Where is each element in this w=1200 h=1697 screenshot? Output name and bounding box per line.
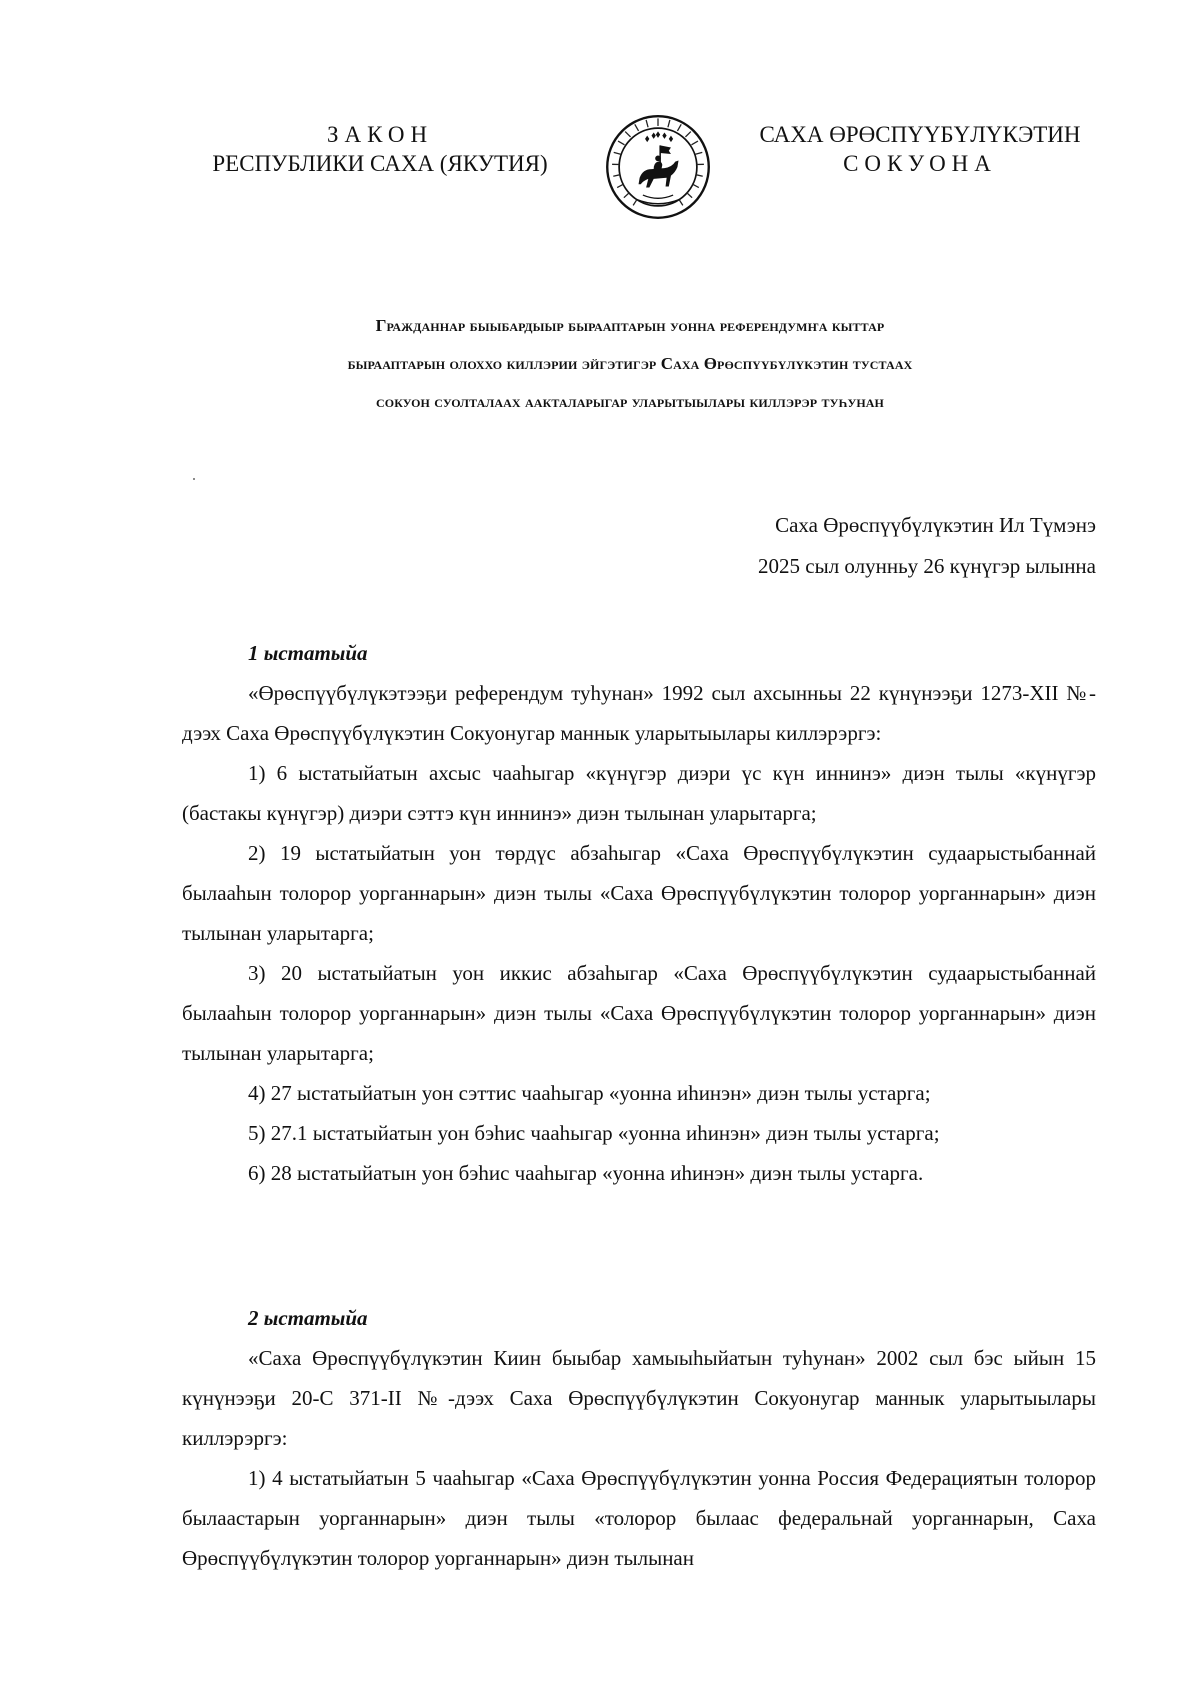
article-1-item-4: 4) 27 ыстатыйатын уон сэттис чааһыгар «уонна иһинэн» диэн тылы устарга;: [248, 1081, 931, 1105]
article-1: [182, 633, 1096, 1193]
adoption-body: Саха Өрөспүүбүлүкэтин Ил Түмэнэ: [775, 513, 1096, 537]
adoption-block: [758, 505, 1096, 587]
article-1-item-1: 1) 6 ыстатыйатын ахсыс чааһыгар «күнүгэр диэри үс күн иннинэ» диэн тылы «күнүгэр (бастакы күнүгэр) диэри сэттэ күн иннинэ» диэн тылынан уларытарга;: [182, 761, 1096, 825]
header-left-line2: РЕСПУБЛИКИ САХА (ЯКУТИЯ): [212, 151, 548, 176]
header-left-line1: ЗАКОН: [326, 122, 434, 147]
law-title-line3: сокуон суолталаах аакталарыгар уларытыылары киллэрэр туһунан: [376, 392, 884, 411]
header-right-line2: СОКУОНА: [843, 151, 997, 176]
article-2-intro: «Саха Өрөспүүбүлүкэтин Киин быыбар хамыыһыйатын туһунан» 2002 сыл бэс ыйын 15 күнүнээҕи 20-С 371-II №-дээх Саха Өрөспүүбүлүкэтин Сокуонугар маннык уларытыылары киллэрэргэ:: [182, 1346, 1096, 1450]
law-title-line2: бырааптарын олоххо киллэрии эйгэтигэр Саха Өрөспүүбүлүкэтин тустаах: [347, 354, 913, 373]
article-2: [182, 1298, 1096, 1578]
article-1-item-5: 5) 27.1 ыстатыйатын уон бэһис чааһыгар «уонна иһинэн» диэн тылы устарга;: [248, 1121, 940, 1145]
article-1-intro: «Өрөспүүбүлүкэтээҕи референдум туһунан» 1992 сыл ахсынньы 22 күнүнээҕи 1273-XII №-дээх Саха Өрөспүүбүлүкэтин Сокуонугар маннык уларытыылары киллэрэргэ:: [182, 681, 1096, 745]
article-2-heading: 2 ыстатыйа: [248, 1306, 368, 1330]
header-right-line1: САХА ӨРӨСПҮҮБҮЛҮКЭТИН: [759, 122, 1081, 147]
article-1-item-2: 2) 19 ыстатыйатын уон төрдүс абзаһыгар «Саха Өрөспүүбүлүкэтин судаарыстыбаннай былааһын толорор уорганнарын» диэн тылы «Саха Өрөспүүбүлүкэтин толорор уорганнарын» диэн тылынан уларытарга;: [182, 841, 1096, 945]
article-1-item-6: 6) 28 ыстатыйатын уон бэһис чааһыгар «уонна иһинэн» диэн тылы устарга.: [248, 1161, 924, 1185]
article-2-item-1: 1) 4 ыстатыйатын 5 чааһыгар «Саха Өрөспүүбүлүкэтин уонна Россия Федерациятын толорор былаастарын уорганнарын» диэн тылы «толорор былаас федеральнай уорганнарын, Саха Өрөспүүбүлүкэтин толорор уорганнарын» диэн тылынан: [182, 1466, 1096, 1570]
law-title-line1: Гражданнар быыбардыыр бырааптарын уонна референдумҥа кыттар: [375, 316, 885, 335]
article-1-item-3: 3) 20 ыстатыйатын уон иккис абзаһыгар «Саха Өрөспүүбүлүкэтин судаарыстыбаннай былааһын толорор уорганнарын» диэн тылы «Саха Өрөспүүбүлүкэтин толорор уорганнарын» диэн тылынан уларытарга;: [182, 961, 1096, 1065]
scan-speck: [193, 478, 195, 480]
header-left: [170, 120, 590, 178]
law-title: [160, 307, 1100, 421]
republic-emblem-icon: [604, 113, 712, 221]
adoption-date: 2025 сыл олунньу 26 күнүгэр ылынна: [758, 554, 1096, 578]
article-1-heading: 1 ыстатыйа: [248, 641, 368, 665]
header-right: [740, 120, 1100, 178]
